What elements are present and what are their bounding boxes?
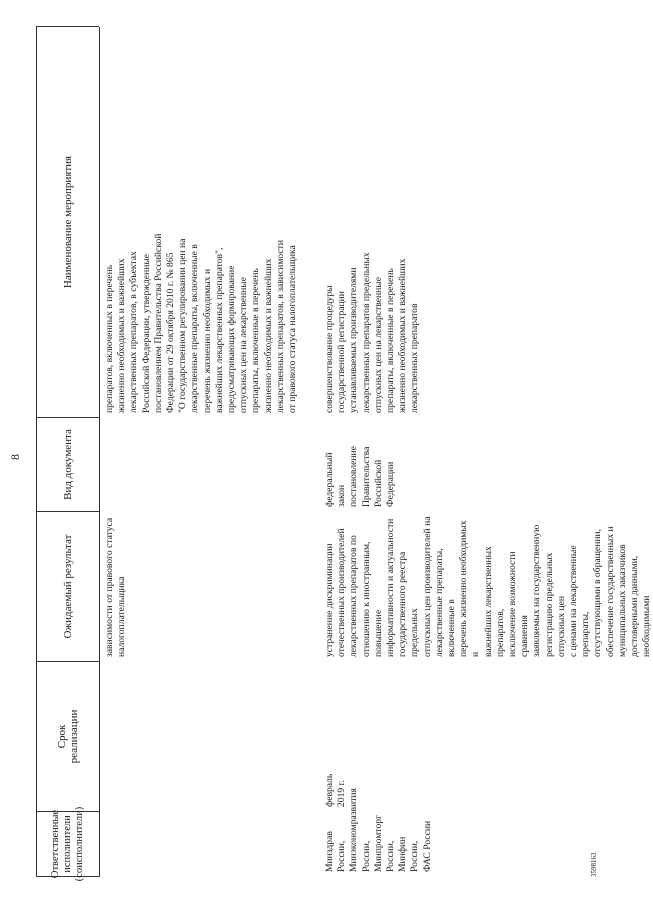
header-doc-type: Вид документа [62, 429, 74, 500]
row2-term: февраль 2019 г. [324, 773, 348, 807]
document-code: 3598163 [590, 852, 598, 877]
header-name: Наименование мероприятия [62, 155, 74, 289]
row2-executors: Минздрав России, Минэкономразвития России, Минпромторг России, Минфин России, ФАС России [324, 788, 433, 872]
header-result: Ожидаемый результат [62, 534, 74, 639]
row2-name: совершенствование процедуры государственной регистрации устанавливаемых производителями лекарственных препаратов предельных отпускных цен на лекарственные препараты, включенные в перечень жизненно необходимых и важнейших лекарственных препаратов [324, 252, 421, 413]
page-number: 8 [8, 454, 22, 460]
row2-result: устранение дискриминации отечественных производителей лекарственных препаратов по отношению к иностранным, повышение информативности и актуальности государственного реестра предельных отпускных цен производителей на лекарственные препараты, включенные в перечень жизненно необходимых и важнейших лекарственных препаратов, исключение возможности сравнения заявляемых на государственную регистрацию предельных отпускных цен с ценами на лекарственные препараты, отсутствующими в обращении, обеспечение государственных и муниципальных заказчиков достоверными данными, необходимыми [324, 516, 653, 657]
row2-doc-type: федеральный закон постановление Правительства Российской Федерации [324, 446, 397, 507]
header-term: Срок реализации [56, 709, 80, 764]
row1-name: препаратов, включенных в перечень жизненно необходимых и важнейших лекарственных препаратов, в субъектах Российской Федерации, утвержденные постановлением Правительства Российской Федерации от 29 октября 2010 г. № 865 "О государственном регулировании цен на лекарственные препараты, включенные в перечень жизненно необходимых и важнейших лекарственных препаратов", предусматривающих формирование отпускных цен на лекарственные препараты, включенные в перечень жизненно необходимых и важнейших лекарственных препаратов, в зависимости от правового статуса налогоплательщика [104, 233, 299, 413]
header-executors: Ответственные исполнители (соисполнители) [50, 806, 85, 882]
row1-result: зависимости от правового статуса налогоплательщика [104, 517, 128, 657]
header-bottom-border [99, 27, 100, 877]
